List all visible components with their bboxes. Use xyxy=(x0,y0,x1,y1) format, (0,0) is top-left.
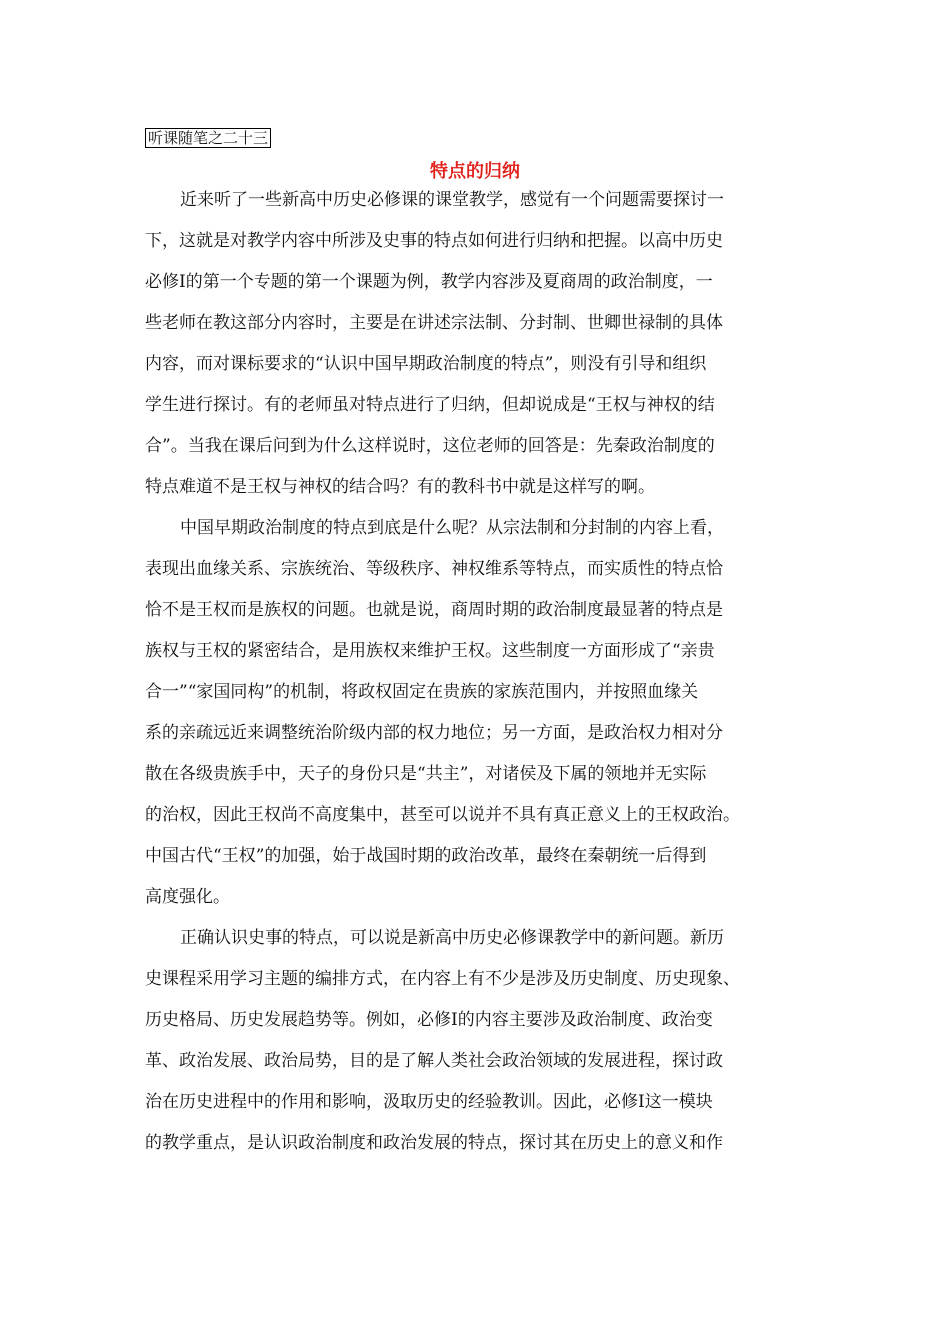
document-title: 特点的归纳 xyxy=(430,161,520,182)
text-line: 正确认识史事的特点，可以说是新高中历史必修课教学中的新问题。新历 xyxy=(180,928,724,948)
text-line: 的治权，因此王权尚不高度集中，甚至可以说并不具有真正意义上的王权政治。 xyxy=(145,805,740,825)
paragraph-1 xyxy=(145,180,825,508)
text-line: 必修Ⅰ的第一个专题的第一个课题为例，教学内容涉及夏商周的政治制度，一 xyxy=(145,272,713,292)
text-line: 表现出血缘关系、宗族统治、等级秩序、神权维系等特点，而实质性的特点恰 xyxy=(145,559,723,579)
text-line: 族权与王权的紧密结合，是用族权来维护王权。这些制度一方面形成了“亲贵 xyxy=(145,641,715,661)
document-body xyxy=(145,180,825,1164)
text-line: 些老师在教这部分内容时，主要是在讲述宗法制、分封制、世卿世禄制的具体 xyxy=(145,313,723,333)
text-line: 散在各级贵族手中，天子的身份只是“共主”，对诸侯及下属的领地并无实际 xyxy=(145,764,707,784)
text-line: 高度强化。 xyxy=(145,887,230,907)
text-line: 内容，而对课标要求的“认识中国早期政治制度的特点”，则没有引导和组织 xyxy=(145,354,707,374)
text-line: 恰不是王权而是族权的问题。也就是说，商周时期的政治制度最显著的特点是 xyxy=(145,600,723,620)
text-line: 的教学重点，是认识政治制度和政治发展的特点，探讨其在历史上的意义和作 xyxy=(145,1133,723,1153)
text-line: 系的亲疏远近来调整统治阶级内部的权力地位；另一方面，是政治权力相对分 xyxy=(145,723,723,743)
text-line: 革、政治发展、政治局势，目的是了解人类社会政治领域的发展进程，探讨政 xyxy=(145,1051,723,1071)
text-line: 特点难道不是王权与神权的结合吗？有的教科书中就是这样写的啊。 xyxy=(145,477,655,497)
text-line: 历史格局、历史发展趋势等。例如，必修Ⅰ的内容主要涉及政治制度、政治变 xyxy=(145,1010,713,1030)
text-line: 下，这就是对教学内容中所涉及史事的特点如何进行归纳和把握。以高中历史 xyxy=(145,231,723,251)
text-line: 中国早期政治制度的特点到底是什么呢？从宗法制和分封制的内容上看， xyxy=(180,518,724,538)
text-line: 近来听了一些新高中历史必修课的课堂教学，感觉有一个问题需要探讨一 xyxy=(180,190,724,210)
paragraph-3 xyxy=(145,918,825,1164)
series-label: 听课随笔之二十三 xyxy=(145,128,271,148)
paragraph-2 xyxy=(145,508,825,918)
text-line: 中国古代“王权”的加强，始于战国时期的政治改革，最终在秦朝统一后得到 xyxy=(145,846,707,866)
text-line: 合”。当我在课后问到为什么这样说时，这位老师的回答是：先秦政治制度的 xyxy=(145,436,715,456)
text-line: 史课程采用学习主题的编排方式，在内容上有不少是涉及历史制度、历史现象、 xyxy=(145,969,740,989)
text-line: 治在历史进程中的作用和影响，汲取历史的经验教训。因此，必修Ⅰ这一模块 xyxy=(145,1092,713,1112)
text-line: 学生进行探讨。有的老师虽对特点进行了归纳，但却说成是“王权与神权的结 xyxy=(145,395,715,415)
text-line: 合一”“家国同构”的机制，将政权固定在贵族的家族范围内，并按照血缘关 xyxy=(145,682,699,702)
